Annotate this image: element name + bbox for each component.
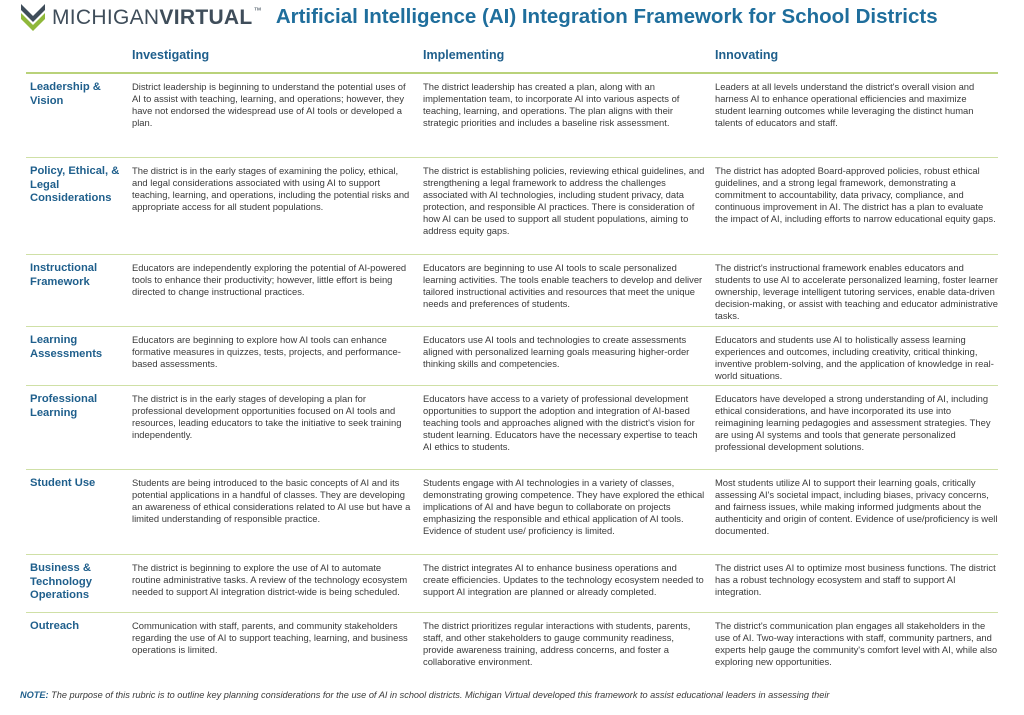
cell-investigating: Educators are beginning to explore how AI tools can enhance formative measures in quizzes, tests, projects, and performance-based assessments. bbox=[132, 334, 401, 370]
cell-investigating: Communication with staff, parents, and community stakeholders regarding the use of AI to support teaching, learning, and business operations is limited. bbox=[132, 620, 408, 656]
row-divider bbox=[26, 469, 998, 470]
cell-implementing: Students engage with AI technologies in a variety of classes, demonstrating growing competence. They have explored the ethical implications of AI and have begun to collaborate on projects emphasizing the responsible and ethical application of AI tools. Evidence of student use/ proficiency is limited. bbox=[423, 477, 705, 537]
row-label: Business & Technology Operations bbox=[30, 562, 92, 601]
row-divider bbox=[26, 326, 998, 327]
header-rule bbox=[26, 72, 998, 74]
cell-implementing: The district prioritizes regular interactions with students, parents, staff, and other stakeholders to gauge community readiness, provide awareness training, address concerns, and foster a collaborative environment. bbox=[423, 620, 691, 668]
note-text: The purpose of this rubric is to outline key planning considerations for the use of AI in school districts. Michigan Virtual developed this framework to assist educational leaders in assessing their bbox=[51, 690, 830, 700]
row-label: Professional Learning bbox=[30, 393, 98, 419]
page-title: Artificial Intelligence (AI) Integration Framework for School Districts bbox=[275, 4, 938, 28]
cell-implementing: The district leadership has created a plan, along with an implementation team, to incorporate AI into various aspects of teaching, learning, and operations. The plan aligns with their strategic priorities and includes a baseline risk assessment. bbox=[423, 81, 680, 129]
row-divider bbox=[26, 385, 998, 386]
row-label: Policy, Ethical, & Legal Considerations bbox=[30, 165, 120, 204]
cell-implementing: Educators have access to a variety of professional development opportunities to support the adoption and integration of AI-based teaching tools and approaches aligned with the district's vision for student learning. Educators have the necessary expertise to teach AI ethics to students. bbox=[423, 393, 698, 453]
column-header-implementing: Implementing bbox=[423, 48, 505, 62]
row-divider bbox=[26, 254, 998, 255]
cell-investigating: Students are being introduced to the basic concepts of AI and its potential applications in a handful of classes. They are developing an awareness of ethical considerations related to AI use but have a limited understanding of responsible practice. bbox=[132, 477, 411, 525]
row-label: Leadership & Vision bbox=[30, 81, 101, 107]
cell-implementing: The district is establishing policies, reviewing ethical guidelines, and strengthening a legal framework to address the challenges associated with AI technologies, including student privacy, data protection, and responsible AI practices. There is consideration of how AI can be used to support all student populations, aiming to address equity gaps. bbox=[423, 165, 705, 237]
cell-innovating: The district has adopted Board-approved policies, robust ethical guidelines, and a strong legal framework, demonstrating a commitment to accountability, data privacy, compliance, and continuous improvement in AI. The district has a plan to evaluate the impact of AI, including efforts to narrow educational equity gaps. bbox=[715, 165, 996, 225]
row-label: Instructional Framework bbox=[30, 262, 98, 288]
page-header bbox=[20, 0, 1020, 34]
cell-innovating: The district's instructional framework enables educators and students to use AI to accelerate personalized learning, foster learner ownership, leverage intelligent tutoring services, enable data-driven decision-making, or assist with teaching and educator administrative tasks. bbox=[715, 262, 998, 322]
brand-name-bold: VIRTUAL bbox=[159, 5, 253, 29]
footer-note bbox=[20, 690, 1010, 700]
cell-investigating: Educators are independently exploring the potential of AI-powered tools to enhance their productivity; however, little effort is being directed to change instructional practices. bbox=[132, 262, 407, 298]
cell-innovating: Most students utilize AI to support their learning goals, critically assessing AI's societal impact, including biases, privacy concerns, and fairness issues, while making informed judgments about the authenticity and origin of content. Evidence of use/proficiency is well documented. bbox=[715, 477, 998, 537]
brand-name bbox=[52, 7, 262, 28]
cell-innovating: Educators and students use AI to holistically assess learning experiences and outcomes, including creativity, critical thinking, inventive problem-solving, and the application of knowledge in real-world situations. bbox=[715, 334, 994, 382]
column-header-innovating: Innovating bbox=[715, 48, 779, 62]
michigan-virtual-logo-icon bbox=[20, 2, 46, 32]
cell-implementing: The district integrates AI to enhance business operations and create efficiencies. Updates to the technology ecosystem needed to support AI integration are planned or already completed. bbox=[423, 562, 704, 598]
column-header-investigating: Investigating bbox=[132, 48, 210, 62]
column-headers bbox=[0, 48, 1024, 74]
cell-investigating: The district is beginning to explore the use of AI to automate routine administrative tasks. A review of the technology ecosystem needed to support AI integration district-wide is being scheduled. bbox=[132, 562, 408, 598]
cell-innovating: Leaders at all levels understand the district's overall vision and harness AI to enhance operational efficiencies and maximize student learning outcomes while leveraging the distinct human talents of educators and staff. bbox=[715, 81, 975, 129]
cell-innovating: The district's communication plan engages all stakeholders in the use of AI. Two-way interactions with staff, community partners, and experts help gauge the community's comfort level with AI, while also exploring new opportunities. bbox=[715, 620, 998, 668]
cell-investigating: District leadership is beginning to understand the potential uses of AI to assist with teaching, learning, and operations; however, they have not endorsed the widespread use of AI tools or developed a plan. bbox=[132, 81, 406, 129]
cell-implementing: Educators are beginning to use AI tools to scale personalized learning activities. The tools enable teachers to develop and deliver tailored instructional activities and resources that meet the unique needs and preferences of students. bbox=[423, 262, 703, 310]
cell-investigating: The district is in the early stages of examining the policy, ethical, and legal considerations associated with using AI to support teaching, learning, and operations, including the potential risks and appropriate access for all student populations. bbox=[132, 165, 410, 213]
brand-name-light: MICHIGAN bbox=[52, 5, 160, 29]
row-divider bbox=[26, 612, 998, 613]
row-label: Learning Assessments bbox=[30, 334, 103, 360]
row-divider bbox=[26, 157, 998, 158]
cell-investigating: The district is in the early stages of developing a plan for professional development opportunities focused on AI tools and resources, leading educators to take the initiative to seek training independently. bbox=[132, 393, 402, 441]
note-label: NOTE: bbox=[20, 690, 49, 700]
cell-implementing: Educators use AI tools and technologies to create assessments aligned with personalized learning goals measuring higher-order thinking skills and competencies. bbox=[423, 334, 690, 370]
cell-innovating: The district uses AI to optimize most business functions. The district has a robust technology ecosystem and staff to support AI integration. bbox=[715, 562, 996, 598]
row-divider bbox=[26, 554, 998, 555]
cell-innovating: Educators have developed a strong understanding of AI, including ethical considerations, and have incorporated its use into reimagining learning pedagogies and assessment strategies. They are using AI systems and tools that generate personalized professional development solutions. bbox=[715, 393, 991, 453]
trademark-symbol: ™ bbox=[253, 5, 262, 15]
row-label: Outreach bbox=[30, 620, 80, 632]
row-label: Student Use bbox=[30, 477, 96, 489]
